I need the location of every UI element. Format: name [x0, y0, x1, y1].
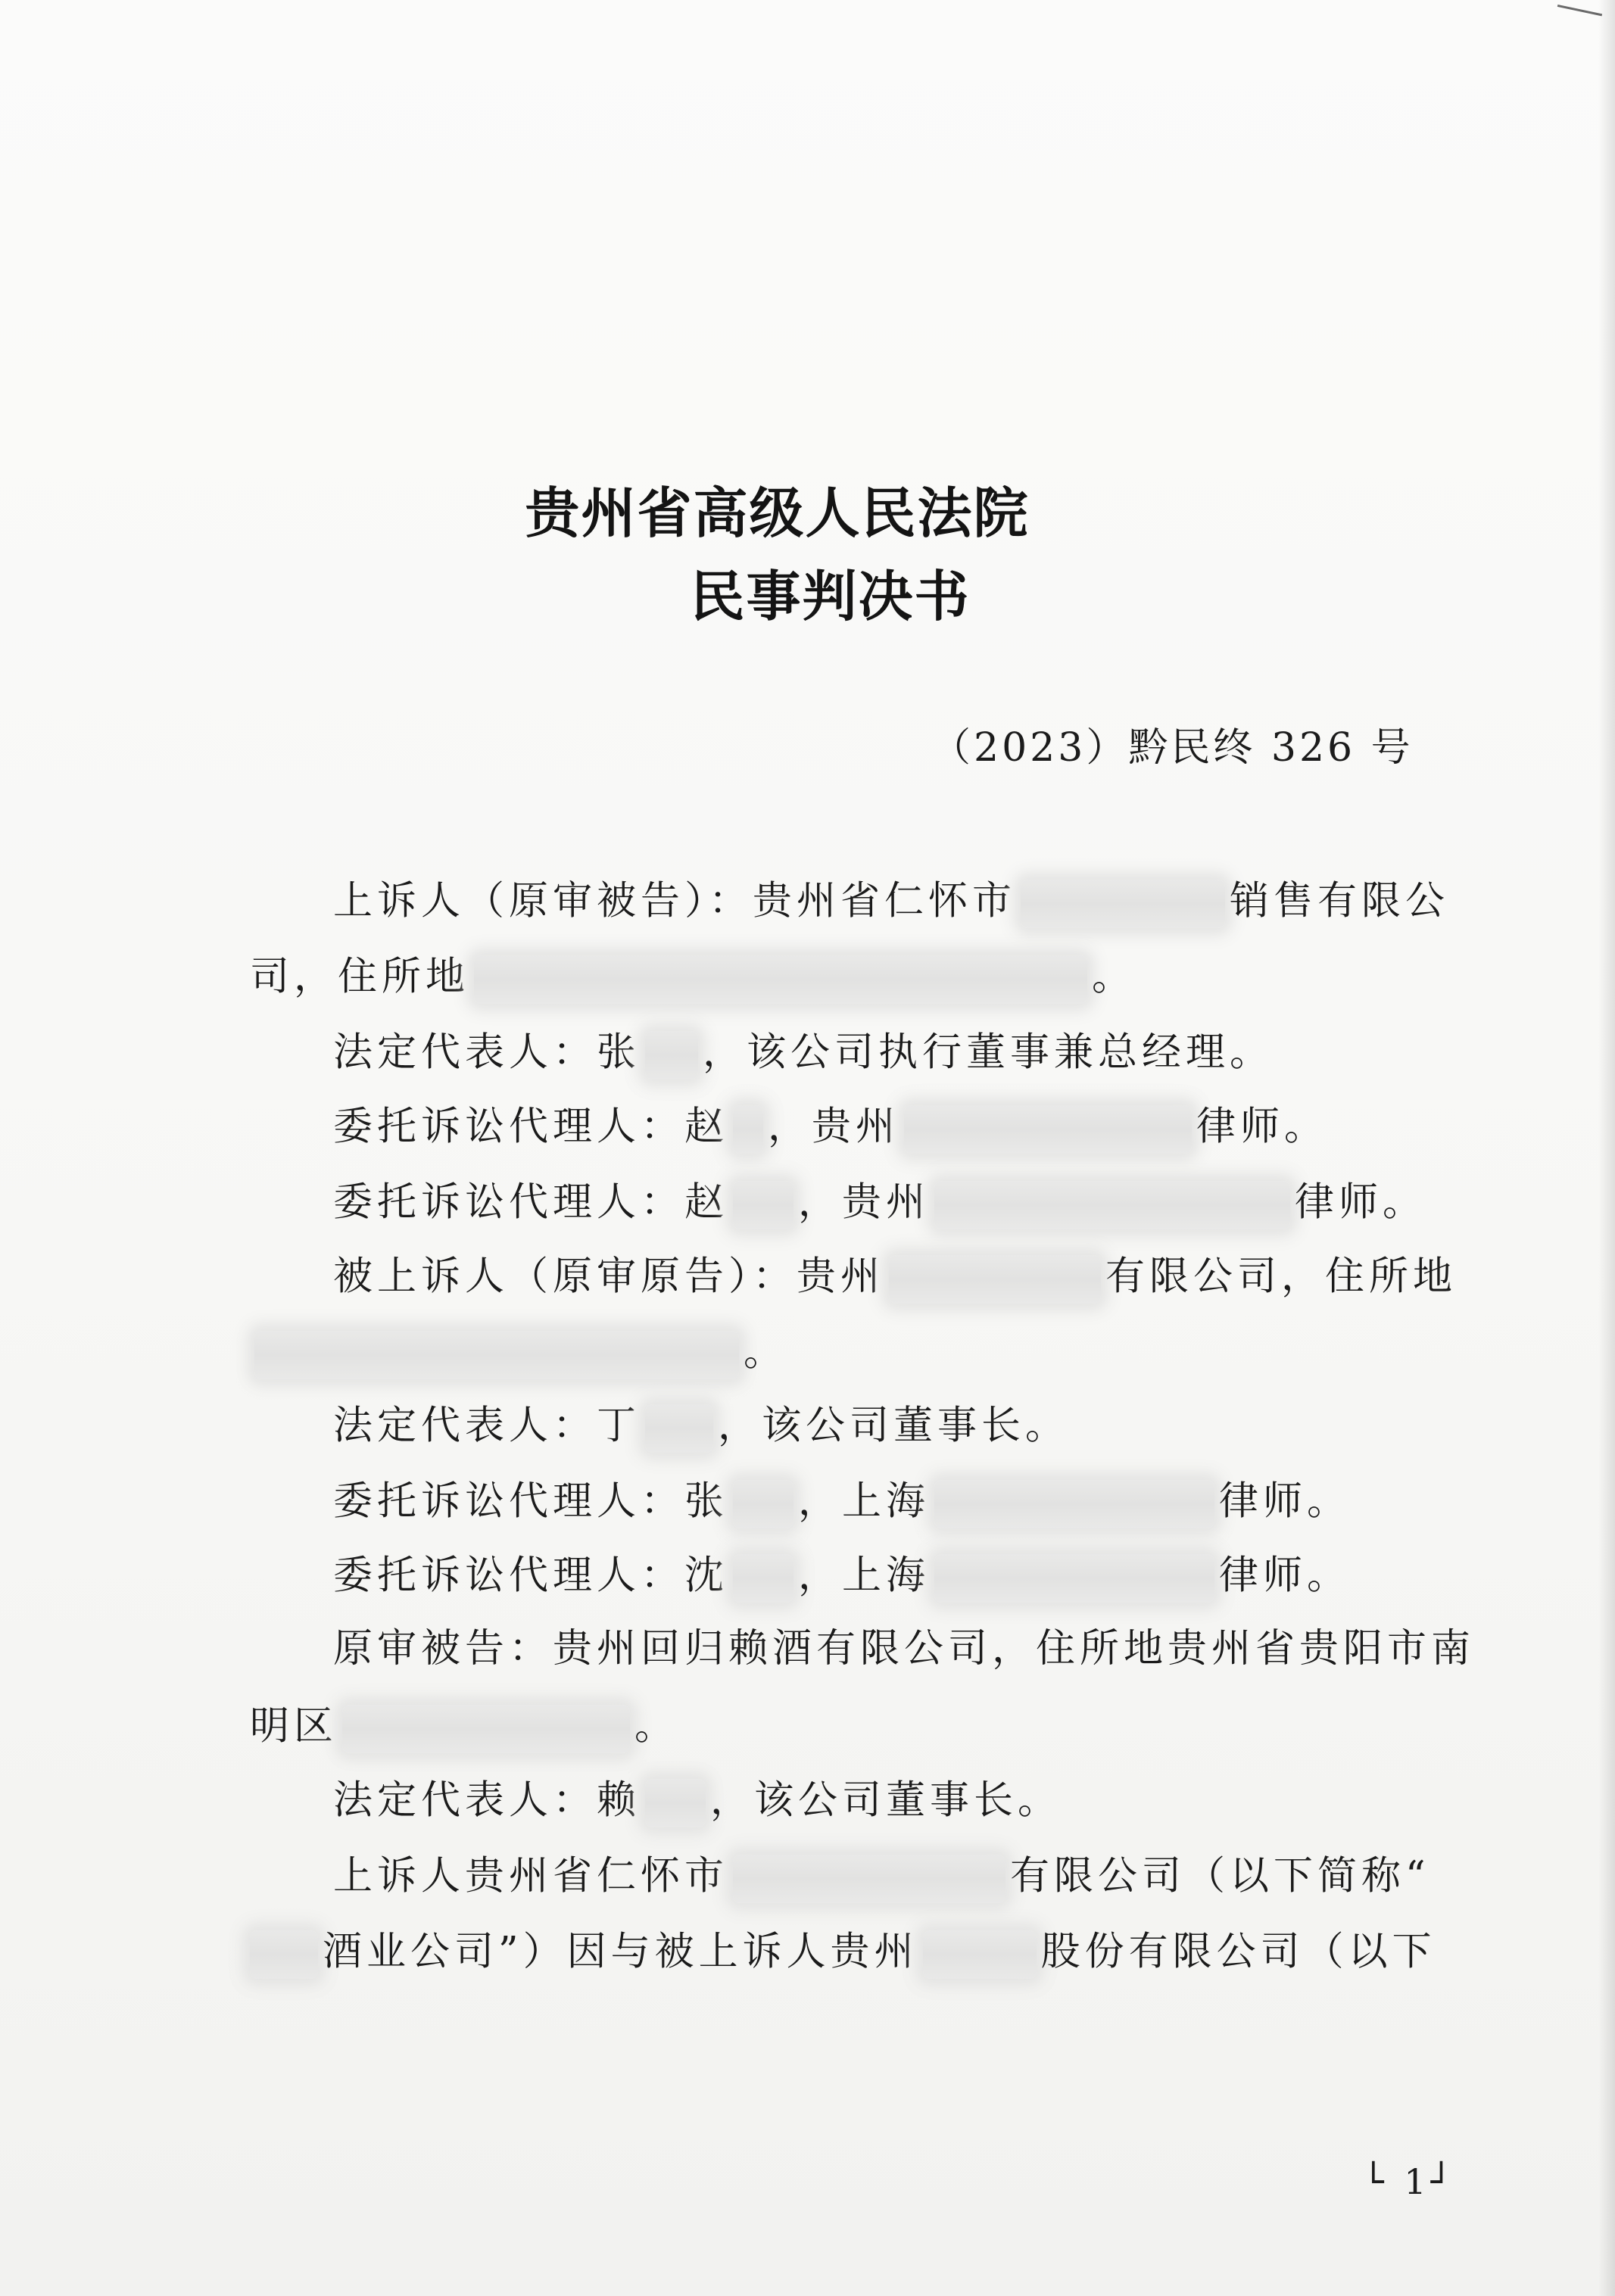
text-segment: 法定代表人：丁	[333, 1403, 641, 1449]
redaction-blur	[250, 1930, 318, 1979]
text-segment: 律师。	[1219, 1478, 1352, 1525]
text-segment: 酒业公司”）因与被上诉人贵州	[323, 1929, 918, 1975]
text-segment: 委托诉讼代理人：赵	[333, 1104, 729, 1150]
appellee-agent-line-1	[333, 1480, 1351, 1528]
agent-line-2	[333, 1181, 1426, 1229]
redaction-blur	[1021, 880, 1225, 928]
text-segment: 。	[744, 1329, 788, 1375]
page-number: └ 1┘	[1363, 2161, 1457, 2202]
page-number-value: 1	[1404, 2161, 1431, 2202]
body-paragraph-line-2	[250, 1930, 1436, 1979]
pen-mark	[1555, 5, 1602, 26]
text-segment: 上诉人贵州省仁怀市	[333, 1853, 729, 1899]
redaction-blur	[733, 1105, 763, 1154]
redaction-blur	[934, 1554, 1214, 1603]
redaction-blur	[733, 1554, 793, 1603]
redaction-blur	[342, 1705, 630, 1753]
document-type: 民事判决书	[690, 564, 971, 628]
appellant-address-line	[250, 955, 1136, 1004]
legal-rep-line	[333, 1031, 1274, 1079]
text-segment: ，该公司董事长。	[710, 1777, 1062, 1824]
redaction-blur	[645, 1031, 698, 1079]
text-segment: 法定代表人：张	[333, 1030, 641, 1076]
redaction-blur	[733, 1480, 793, 1528]
text-segment: ，该公司执行董事兼总经理。	[703, 1030, 1274, 1076]
redaction-blur	[254, 1331, 739, 1379]
text-segment: 律师。	[1196, 1104, 1329, 1150]
text-segment: 原审被告：贵州回归赖酒有限公司，住所地贵州省贵阳市南	[333, 1626, 1476, 1671]
appellee-agent-line-2	[333, 1554, 1351, 1603]
redaction-blur	[733, 1855, 1005, 1903]
redaction-blur	[889, 1255, 1101, 1304]
appellee-address-line	[250, 1331, 787, 1379]
text-segment: ，贵州	[768, 1104, 900, 1150]
redaction-blur	[645, 1404, 713, 1453]
text-segment: ，贵州	[798, 1179, 931, 1226]
redaction-blur	[733, 1181, 793, 1229]
redaction-blur	[474, 955, 1087, 1004]
text-segment: 上诉人（原审被告）：贵州省仁怀市	[333, 878, 1017, 924]
text-segment: 委托诉讼代理人：张	[333, 1478, 729, 1525]
text-segment: 。	[1092, 954, 1136, 1000]
text-segment: 律师。	[1295, 1179, 1427, 1226]
text-segment: ，上海	[798, 1478, 931, 1525]
text-segment: 司，住所地	[250, 954, 470, 1000]
original-defendant-line	[333, 1626, 1476, 1671]
original-defendant-address-line	[250, 1705, 678, 1753]
text-segment: 委托诉讼代理人：沈	[333, 1553, 729, 1599]
text-segment: 有限公司（以下简称“	[1010, 1853, 1430, 1899]
court-name: 贵州省高级人民法院	[525, 481, 1030, 545]
text-segment: 法定代表人：赖	[333, 1777, 641, 1824]
text-segment: 律师。	[1219, 1553, 1352, 1599]
appellee-legal-rep-line	[333, 1404, 1069, 1453]
text-segment: ，上海	[798, 1553, 931, 1599]
text-segment: 被上诉人（原审原告）：贵州	[333, 1254, 885, 1300]
redaction-blur	[904, 1105, 1192, 1154]
text-segment: 股份有限公司（以下	[1040, 1929, 1436, 1975]
redaction-blur	[934, 1181, 1290, 1229]
body-paragraph-line-1	[333, 1855, 1430, 1903]
appellee-line	[333, 1255, 1457, 1304]
agent-line-1	[333, 1105, 1328, 1154]
text-segment: 。	[634, 1703, 679, 1749]
text-segment: 明区	[250, 1703, 338, 1749]
redaction-blur	[934, 1480, 1214, 1528]
text-segment: 委托诉讼代理人：赵	[333, 1179, 729, 1226]
original-defendant-legal-rep-line	[333, 1779, 1062, 1827]
text-segment: 有限公司，住所地	[1105, 1254, 1458, 1300]
page-edge-shadow	[1598, 0, 1615, 2296]
appellant-line	[333, 880, 1449, 928]
text-segment: ，该公司董事长。	[718, 1403, 1070, 1449]
text-segment: 销售有限公	[1230, 878, 1450, 924]
redaction-blur	[923, 1930, 1037, 1979]
redaction-blur	[645, 1779, 706, 1827]
case-number: （2023）黔民终 326 号	[931, 725, 1414, 771]
